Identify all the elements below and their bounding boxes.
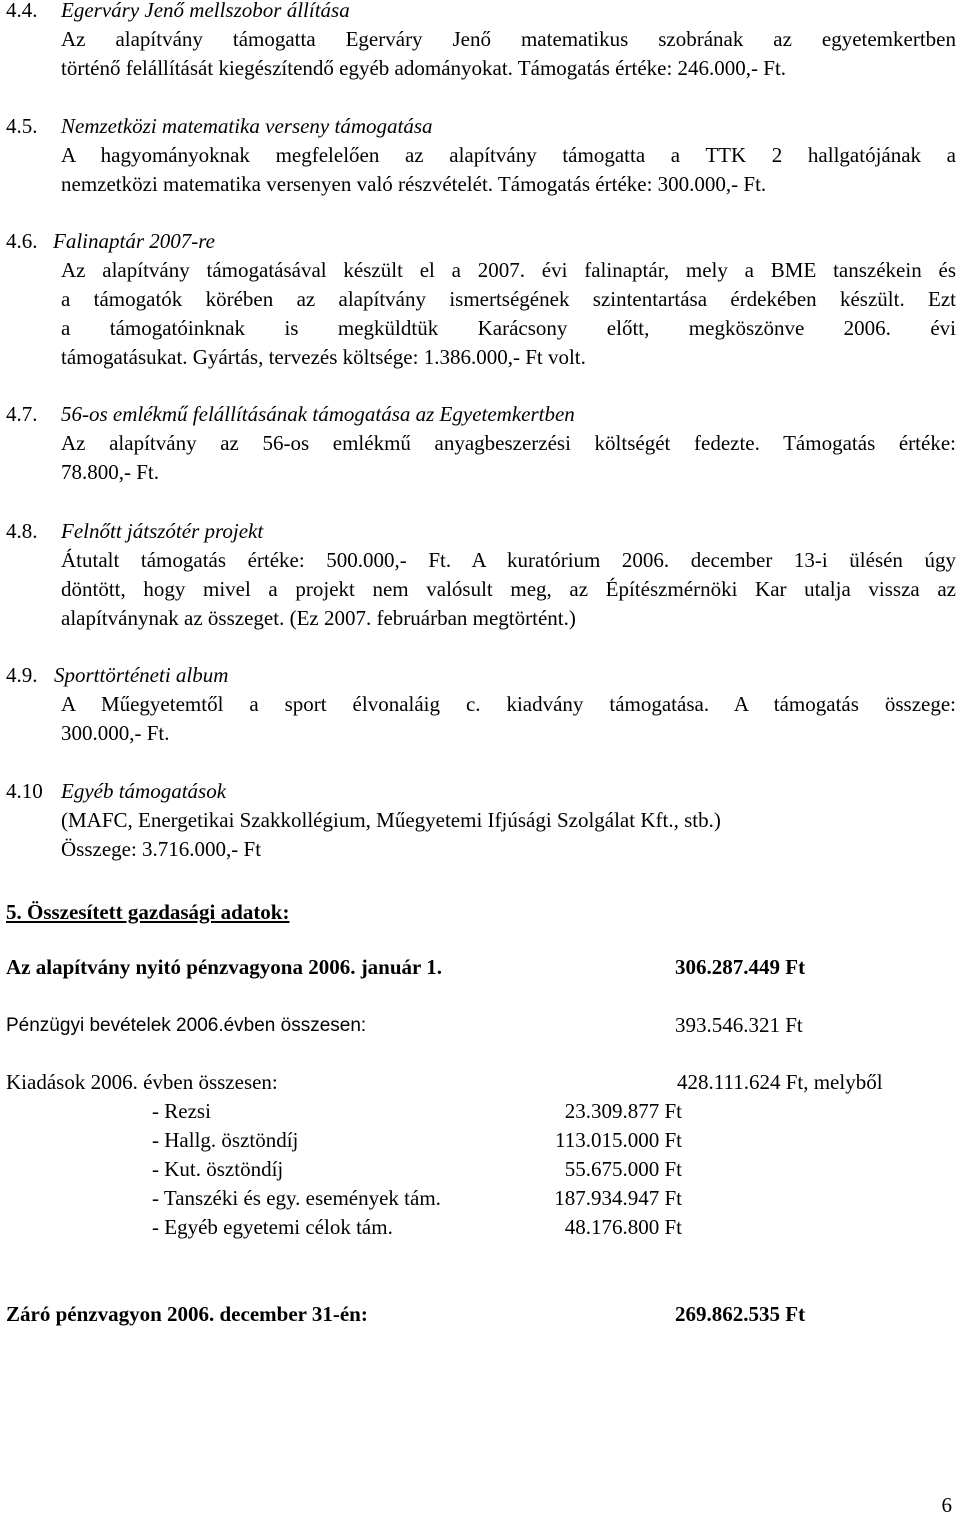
- body-line: Átutalt támogatás értéke: 500.000,- Ft. A kuratórium 2006. december 13-i ülésén úgy: [61, 548, 956, 572]
- section-heading: [6, 777, 956, 806]
- section-body: [61, 546, 956, 633]
- section-4-7: [6, 400, 956, 487]
- expense-item: [152, 1184, 682, 1213]
- expense-item: [152, 1213, 682, 1242]
- body-line: A Műegyetemtől a sport élvonaláig c. kiadvány támogatása. A támogatás összege:: [61, 692, 956, 716]
- section-number: 4.7.: [6, 402, 38, 426]
- summary-title: 5. Összesített gazdasági adatok:: [6, 900, 290, 924]
- expenses-row: [6, 1068, 946, 1097]
- section-title: Felnőtt játszótér projekt: [61, 519, 264, 543]
- opening-balance-label: Az alapítvány nyitó pénzvagyona 2006. január 1.: [6, 955, 442, 979]
- opening-balance-value: 306.287.449 Ft: [675, 955, 806, 979]
- closing-balance-label: Záró pénzvagyon 2006. december 31-én:: [6, 1302, 368, 1326]
- page-number: 6: [941, 1493, 952, 1517]
- section-4-4: [6, 0, 956, 83]
- body-line: A hagyományoknak megfelelően az alapítvány támogatta a TTK 2 hallgatójának a: [61, 143, 956, 167]
- expense-item-label: - Kut. ösztöndíj: [152, 1157, 284, 1181]
- body-line: a támogatóinknak is megküldtük Karácsony előtt, megköszönve 2006. évi: [61, 316, 956, 340]
- closing-balance-value: 269.862.535 Ft: [675, 1302, 806, 1326]
- section-body: [61, 429, 956, 487]
- body-line: nemzetközi matematika versenyen való részvételét. Támogatás értéke: 300.000,- Ft.: [61, 172, 767, 196]
- section-body: [61, 25, 956, 83]
- section-number: 4.5.: [6, 114, 38, 138]
- section-title: 56-os emlékmű felállításának támogatása az Egyetemkertben: [61, 402, 575, 426]
- section-heading: [6, 661, 956, 690]
- section-number: 4.6.: [6, 229, 38, 253]
- section-title: Falinaptár 2007-re: [53, 229, 215, 253]
- expense-item-label: - Hallg. ösztöndíj: [152, 1128, 299, 1152]
- income-label: Pénzügyi bevételek 2006.évben összesen:: [6, 1015, 367, 1036]
- section-4-9: [6, 661, 956, 748]
- income-value: 393.546.321 Ft: [675, 1013, 803, 1037]
- section-heading: [6, 227, 956, 256]
- expense-item-value: 48.176.800 Ft: [564, 1215, 682, 1239]
- body-line: (MAFC, Energetikai Szakkollégium, Műegyetemi Ifjúsági Szolgálat Kft., stb.): [61, 808, 721, 832]
- body-line: 300.000,- Ft.: [61, 721, 170, 745]
- opening-balance-row: [6, 953, 946, 982]
- section-body: [61, 806, 956, 864]
- body-line: Az alapítvány támogatásával készült el a 2007. évi falinaptár, mely a BME tanszékein és: [61, 258, 956, 282]
- section-heading: [6, 112, 956, 141]
- section-4-10: [6, 777, 956, 864]
- expense-item-value: 113.015.000 Ft: [555, 1128, 682, 1152]
- body-line: Az alapítvány támogatta Egerváry Jenő matematikus szobrának az egyetemkertben: [61, 27, 956, 51]
- expense-item: [152, 1097, 682, 1126]
- body-line: támogatásukat. Gyártás, tervezés költsége: 1.386.000,- Ft volt.: [61, 345, 586, 369]
- section-body: [61, 141, 956, 199]
- section-number: 4.8.: [6, 519, 38, 543]
- body-line: történő felállítását kiegészítendő egyéb adományokat. Támogatás értéke: 246.000,- Ft.: [61, 56, 787, 80]
- section-title: Egerváry Jenő mellszobor állítása: [61, 0, 350, 22]
- closing-balance-row: [6, 1300, 946, 1329]
- body-line: a támogatók körében az alapítvány ismertségének szintentartása érdekében készült. Ezt: [61, 287, 956, 311]
- section-title: Egyéb támogatások: [61, 779, 227, 803]
- expense-item: [152, 1126, 682, 1155]
- body-line: döntött, hogy mivel a projekt nem valósult meg, az Építészmérnöki Kar utalja vissza az: [61, 577, 956, 601]
- section-4-6: [6, 227, 956, 372]
- body-line: Összege: 3.716.000,- Ft: [61, 837, 262, 861]
- body-line: Az alapítvány az 56-os emlékmű anyagbeszerzési költségét fedezte. Támogatás értéke:: [61, 431, 956, 455]
- section-number: 4.4.: [6, 0, 38, 22]
- expense-item-label: - Rezsi: [152, 1099, 211, 1123]
- section-body: [61, 256, 956, 372]
- body-line: 78.800,- Ft.: [61, 460, 160, 484]
- expense-item: [152, 1155, 682, 1184]
- section-title: Nemzetközi matematika verseny támogatása: [61, 114, 433, 138]
- section-title: Sporttörténeti album: [54, 663, 229, 687]
- expense-item-value: 23.309.877 Ft: [564, 1099, 682, 1123]
- section-heading: [6, 517, 956, 546]
- section-body: [61, 690, 956, 748]
- section-number: 4.10: [6, 779, 43, 803]
- section-4-5: [6, 112, 956, 199]
- expenses-value: 428.111.624 Ft, melyből: [677, 1070, 883, 1094]
- section-number: 4.9.: [6, 663, 38, 687]
- expense-item-value: 187.934.947 Ft: [554, 1186, 682, 1210]
- body-line: alapítványnak az összeget. (Ez 2007. februárban megtörtént.): [61, 606, 576, 630]
- section-heading: [6, 0, 956, 25]
- section-4-8: [6, 517, 956, 633]
- expense-item-value: 55.675.000 Ft: [564, 1157, 682, 1181]
- expenses-label: Kiadások 2006. évben összesen:: [6, 1070, 278, 1094]
- income-row: [6, 1011, 946, 1040]
- expense-item-label: - Tanszéki és egy. események tám.: [152, 1186, 441, 1210]
- section-heading: [6, 400, 956, 429]
- expense-item-label: - Egyéb egyetemi célok tám.: [152, 1215, 393, 1239]
